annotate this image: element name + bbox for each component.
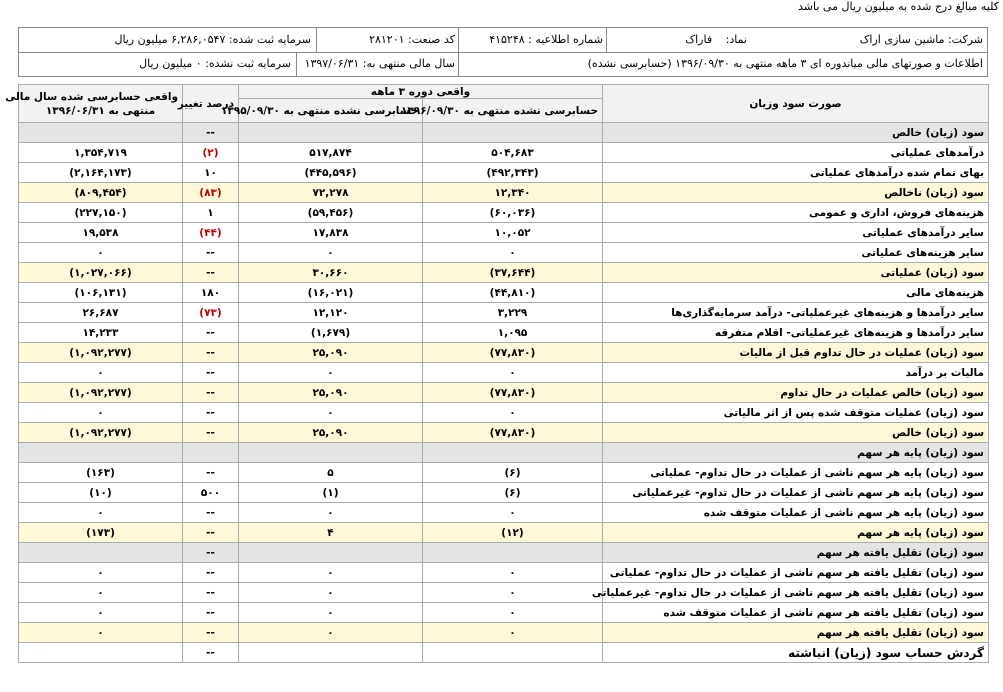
row-label: سود (زیان) تقلیل یافته هر سهم bbox=[603, 623, 989, 643]
row-current-value: (۱۲) bbox=[423, 523, 603, 543]
row-label: سایر درآمدهای عملیاتی bbox=[603, 223, 989, 243]
company-field bbox=[823, 28, 983, 52]
table-row bbox=[19, 643, 989, 663]
row-year-value: ۰ bbox=[19, 363, 183, 383]
row-label: سود (زیان) ناخالص bbox=[603, 183, 989, 203]
table-row bbox=[19, 423, 989, 443]
row-change-percent: -- bbox=[183, 123, 239, 143]
table-row bbox=[19, 363, 989, 383]
table-row bbox=[19, 123, 989, 143]
row-change-percent: (۲) bbox=[183, 143, 239, 163]
table-row bbox=[19, 223, 989, 243]
symbol-value: فاراک bbox=[685, 33, 713, 46]
row-current-value: ۰ bbox=[423, 563, 603, 583]
row-year-value: (۱۰۶,۱۳۱) bbox=[19, 283, 183, 303]
amounts-note: کلیه مبالغ درج شده به میلیون ریال می باشد bbox=[798, 0, 999, 13]
row-year-value: (۱۷۳) bbox=[19, 523, 183, 543]
report-description: اطلاعات و صورتهای مالی میاندوره ای ۳ ماهه منتهی به ۱۳۹۶/۰۹/۳۰ (حسابرسی نشده) bbox=[587, 57, 983, 70]
row-year-value bbox=[19, 443, 183, 463]
row-current-value: (۶۰,۰۳۶) bbox=[423, 203, 603, 223]
table-row bbox=[19, 603, 989, 623]
row-change-percent bbox=[183, 443, 239, 463]
row-label: سود (زیان) تقلیل یافته هر سهم ناشی از عملیات در حال تداوم- عملیاتی bbox=[603, 563, 989, 583]
row-change-percent: (۸۳) bbox=[183, 183, 239, 203]
symbol-field bbox=[617, 28, 747, 52]
row-label: سود (زیان) تقلیل یافته هر سهم bbox=[603, 543, 989, 563]
row-previous-value bbox=[239, 443, 423, 463]
row-current-value: ۵۰۴,۶۸۳ bbox=[423, 143, 603, 163]
row-label: سود (زیان) عملیات متوقف شده پس از اثر مالیاتی bbox=[603, 403, 989, 423]
row-change-percent: -- bbox=[183, 383, 239, 403]
table-row bbox=[19, 503, 989, 523]
row-change-percent: (۴۴) bbox=[183, 223, 239, 243]
row-change-percent: -- bbox=[183, 603, 239, 623]
row-current-value: (۷۷,۸۳۰) bbox=[423, 383, 603, 403]
industry-code: کد صنعت: ۲۸۱۲۰۱ bbox=[369, 33, 455, 46]
row-label: سایر درآمدها و هزینه‌های غیرعملیاتی- درآمد سرمایه‌گذاری‌ها bbox=[603, 303, 989, 323]
table-row bbox=[19, 523, 989, 543]
row-previous-value: ۰ bbox=[239, 403, 423, 423]
row-previous-value: ۰ bbox=[239, 243, 423, 263]
row-current-value bbox=[423, 443, 603, 463]
row-year-value: (۲۲۷,۱۵۰) bbox=[19, 203, 183, 223]
col-current-header: حسابرسی نشده منتهی به ۱۳۹۶/۰۹/۳۰ bbox=[423, 99, 603, 123]
table-row bbox=[19, 583, 989, 603]
table-row bbox=[19, 463, 989, 483]
row-change-percent: -- bbox=[183, 343, 239, 363]
row-year-value: (۱۶۳) bbox=[19, 463, 183, 483]
row-year-value: (۱۰) bbox=[19, 483, 183, 503]
row-year-value: (۲,۱۶۴,۱۷۳) bbox=[19, 163, 183, 183]
row-label: سایر درآمدها و هزینه‌های غیرعملیاتی- اقلام متفرقه bbox=[603, 323, 989, 343]
table-row bbox=[19, 323, 989, 343]
table-row bbox=[19, 163, 989, 183]
table-body bbox=[19, 123, 989, 663]
row-year-value: (۱,۰۹۲,۲۷۷) bbox=[19, 343, 183, 363]
row-year-value: ۰ bbox=[19, 403, 183, 423]
row-current-value: (۶) bbox=[423, 463, 603, 483]
row-year-value: ۱۴,۲۳۳ bbox=[19, 323, 183, 343]
row-year-value bbox=[19, 123, 183, 143]
row-label: سود (زیان) خالص bbox=[603, 123, 989, 143]
row-current-value bbox=[423, 123, 603, 143]
row-previous-value: ۲۵,۰۹۰ bbox=[239, 383, 423, 403]
row-previous-value: (۵۹,۴۵۶) bbox=[239, 203, 423, 223]
row-change-percent: -- bbox=[183, 423, 239, 443]
table-row bbox=[19, 143, 989, 163]
row-label: سود (زیان) پایه هر سهم bbox=[603, 523, 989, 543]
row-change-percent: -- bbox=[183, 583, 239, 603]
row-label: بهای تمام شده درآمدهای عملیاتی bbox=[603, 163, 989, 183]
table-row bbox=[19, 443, 989, 463]
table-row bbox=[19, 263, 989, 283]
col-year-header-line2: منتهی به ۱۳۹۶/۰۶/۳۱ bbox=[45, 104, 156, 117]
row-year-value: ۰ bbox=[19, 563, 183, 583]
row-year-value: ۰ bbox=[19, 603, 183, 623]
row-previous-value: (۱۶,۰۲۱) bbox=[239, 283, 423, 303]
table-row bbox=[19, 183, 989, 203]
row-change-percent: -- bbox=[183, 563, 239, 583]
table-row bbox=[19, 383, 989, 403]
income-statement-table bbox=[5, 84, 989, 663]
row-previous-value: ۱۲,۱۲۰ bbox=[239, 303, 423, 323]
table-row bbox=[19, 543, 989, 563]
row-label: سود (زیان) عملیاتی bbox=[603, 263, 989, 283]
row-current-value: ۰ bbox=[423, 583, 603, 603]
row-previous-value: ۰ bbox=[239, 623, 423, 643]
row-current-value: ۰ bbox=[423, 363, 603, 383]
row-change-percent: -- bbox=[183, 463, 239, 483]
row-change-percent: -- bbox=[183, 543, 239, 563]
row-current-value: ۳,۲۲۹ bbox=[423, 303, 603, 323]
row-current-value: ۰ bbox=[423, 403, 603, 423]
row-label: سود (زیان) عملیات در حال تداوم قبل از مالیات bbox=[603, 343, 989, 363]
row-year-value: (۱,۰۲۷,۰۶۶) bbox=[19, 263, 183, 283]
row-year-value: ۰ bbox=[19, 503, 183, 523]
col-statement-header: صورت سود وزیان bbox=[603, 85, 989, 123]
table-row bbox=[19, 403, 989, 423]
row-previous-value: ۰ bbox=[239, 583, 423, 603]
row-previous-value bbox=[239, 123, 423, 143]
row-year-value: (۱,۰۹۲,۲۷۷) bbox=[19, 423, 183, 443]
row-label: گردش حساب سود (زیان) انباشته bbox=[603, 643, 989, 663]
row-year-value: (۱,۰۹۲,۲۷۷) bbox=[19, 383, 183, 403]
row-current-value: ۱۲,۳۴۰ bbox=[423, 183, 603, 203]
table-row bbox=[19, 483, 989, 503]
row-label: مالیات بر درآمد bbox=[603, 363, 989, 383]
row-year-value: ۱,۳۵۴,۷۱۹ bbox=[19, 143, 183, 163]
row-year-value: ۰ bbox=[19, 243, 183, 263]
table-row bbox=[19, 623, 989, 643]
row-current-value: (۶) bbox=[423, 483, 603, 503]
row-change-percent: -- bbox=[183, 643, 239, 663]
company-name: ماشین سازی اراک bbox=[859, 33, 945, 46]
row-change-percent: ۱۸۰ bbox=[183, 283, 239, 303]
row-change-percent: -- bbox=[183, 523, 239, 543]
row-current-value bbox=[423, 643, 603, 663]
row-current-value: (۷۷,۸۳۰) bbox=[423, 423, 603, 443]
row-previous-value: (۱) bbox=[239, 483, 423, 503]
row-change-percent: ۱۰ bbox=[183, 163, 239, 183]
row-current-value: ۱۰,۰۵۲ bbox=[423, 223, 603, 243]
row-label: هزینه‌های مالی bbox=[603, 283, 989, 303]
row-year-value: ۱۹,۵۳۸ bbox=[19, 223, 183, 243]
table-row bbox=[19, 303, 989, 323]
table-row bbox=[19, 563, 989, 583]
row-change-percent: (۷۳) bbox=[183, 303, 239, 323]
row-change-percent: -- bbox=[183, 243, 239, 263]
row-label: سود (زیان) پایه هر سهم bbox=[603, 443, 989, 463]
row-previous-value: (۱,۶۷۹) bbox=[239, 323, 423, 343]
row-current-value: ۰ bbox=[423, 503, 603, 523]
row-label: سود (زیان) خالص عملیات در حال تداوم bbox=[603, 383, 989, 403]
row-change-percent: -- bbox=[183, 263, 239, 283]
header-row-1 bbox=[19, 28, 987, 53]
row-current-value: ۰ bbox=[423, 603, 603, 623]
row-current-value: ۰ bbox=[423, 623, 603, 643]
col-year-header bbox=[5, 85, 183, 123]
row-year-value bbox=[19, 543, 183, 563]
row-previous-value: ۷۲,۲۷۸ bbox=[239, 183, 423, 203]
header-row-2 bbox=[19, 52, 987, 76]
row-previous-value: ۲۵,۰۹۰ bbox=[239, 423, 423, 443]
col-change-header: درصد تغییر bbox=[183, 85, 239, 123]
row-year-value: ۰ bbox=[19, 623, 183, 643]
row-change-percent: -- bbox=[183, 363, 239, 383]
table-row bbox=[19, 243, 989, 263]
row-label: سایر هزینه‌های عملیاتی bbox=[603, 243, 989, 263]
row-label: درآمدهای عملیاتی bbox=[603, 143, 989, 163]
row-change-percent: -- bbox=[183, 323, 239, 343]
row-label: سود (زیان) تقلیل یافته هر سهم ناشی از عملیات در حال تداوم- غیرعملیاتی bbox=[603, 583, 989, 603]
row-change-percent: -- bbox=[183, 503, 239, 523]
row-label: هزینه‌های فروش، اداری و عمومی bbox=[603, 203, 989, 223]
row-previous-value bbox=[239, 543, 423, 563]
company-label: شرکت: bbox=[947, 33, 983, 46]
row-previous-value: ۰ bbox=[239, 503, 423, 523]
row-previous-value: ۲۵,۰۹۰ bbox=[239, 343, 423, 363]
row-label: سود (زیان) تقلیل یافته هر سهم ناشی از عملیات متوقف شده bbox=[603, 603, 989, 623]
row-current-value: ۰ bbox=[423, 243, 603, 263]
row-label: سود (زیان) پایه هر سهم ناشی از عملیات در حال تداوم- عملیاتی bbox=[603, 463, 989, 483]
table-row bbox=[19, 283, 989, 303]
col-year-header-line1: واقعی حسابرسی شده سال مالی bbox=[5, 90, 178, 103]
table-row bbox=[19, 203, 989, 223]
row-change-percent: ۱ bbox=[183, 203, 239, 223]
row-previous-value: ۴ bbox=[239, 523, 423, 543]
row-previous-value: (۴۴۵,۵۹۶) bbox=[239, 163, 423, 183]
row-current-value: ۱,۰۹۵ bbox=[423, 323, 603, 343]
row-year-value: ۰ bbox=[19, 583, 183, 603]
row-change-percent: -- bbox=[183, 623, 239, 643]
row-current-value: (۴۹۲,۳۴۳) bbox=[423, 163, 603, 183]
row-year-value: (۸۰۹,۴۵۴) bbox=[19, 183, 183, 203]
row-current-value bbox=[423, 543, 603, 563]
fiscal-year: سال مالی منتهی به: ۱۳۹۷/۰۶/۳۱ bbox=[304, 57, 455, 70]
col-previous-header: حسابرسی نشده منتهی به ۱۳۹۵/۰۹/۳۰ bbox=[239, 99, 423, 123]
row-current-value: (۷۷,۸۳۰) bbox=[423, 343, 603, 363]
row-year-value bbox=[19, 643, 183, 663]
report-header bbox=[18, 27, 988, 77]
row-current-value: (۴۴,۸۱۰) bbox=[423, 283, 603, 303]
row-previous-value: ۰ bbox=[239, 563, 423, 583]
row-previous-value: ۵ bbox=[239, 463, 423, 483]
row-label: سود (زیان) پایه هر سهم ناشی از عملیات در حال تداوم- غیرعملیاتی bbox=[603, 483, 989, 503]
row-previous-value: ۳۰,۶۶۰ bbox=[239, 263, 423, 283]
registered-capital: سرمایه ثبت شده: ۶,۲۸۶,۰۵۴۷ میلیون ریال bbox=[114, 33, 311, 46]
row-change-percent: ۵۰۰ bbox=[183, 483, 239, 503]
unregistered-capital: سرمایه ثبت نشده: ۰ میلیون ریال bbox=[139, 57, 291, 70]
row-previous-value: ۱۷,۸۳۸ bbox=[239, 223, 423, 243]
row-previous-value bbox=[239, 643, 423, 663]
row-label: سود (زیان) خالص bbox=[603, 423, 989, 443]
row-change-percent: -- bbox=[183, 403, 239, 423]
row-previous-value: ۵۱۷,۸۷۴ bbox=[239, 143, 423, 163]
symbol-label: نماد: bbox=[725, 33, 747, 46]
row-year-value: ۲۶,۶۸۷ bbox=[19, 303, 183, 323]
info-number: شماره اطلاعیه : ۴۱۵۲۴۸ bbox=[489, 33, 603, 46]
col-period-header: واقعی دوره ۳ ماهه bbox=[239, 85, 603, 99]
row-current-value: (۳۷,۶۴۴) bbox=[423, 263, 603, 283]
row-previous-value: ۰ bbox=[239, 603, 423, 623]
row-previous-value: ۰ bbox=[239, 363, 423, 383]
table-row bbox=[19, 343, 989, 363]
row-label: سود (زیان) پایه هر سهم ناشی از عملیات متوقف شده bbox=[603, 503, 989, 523]
